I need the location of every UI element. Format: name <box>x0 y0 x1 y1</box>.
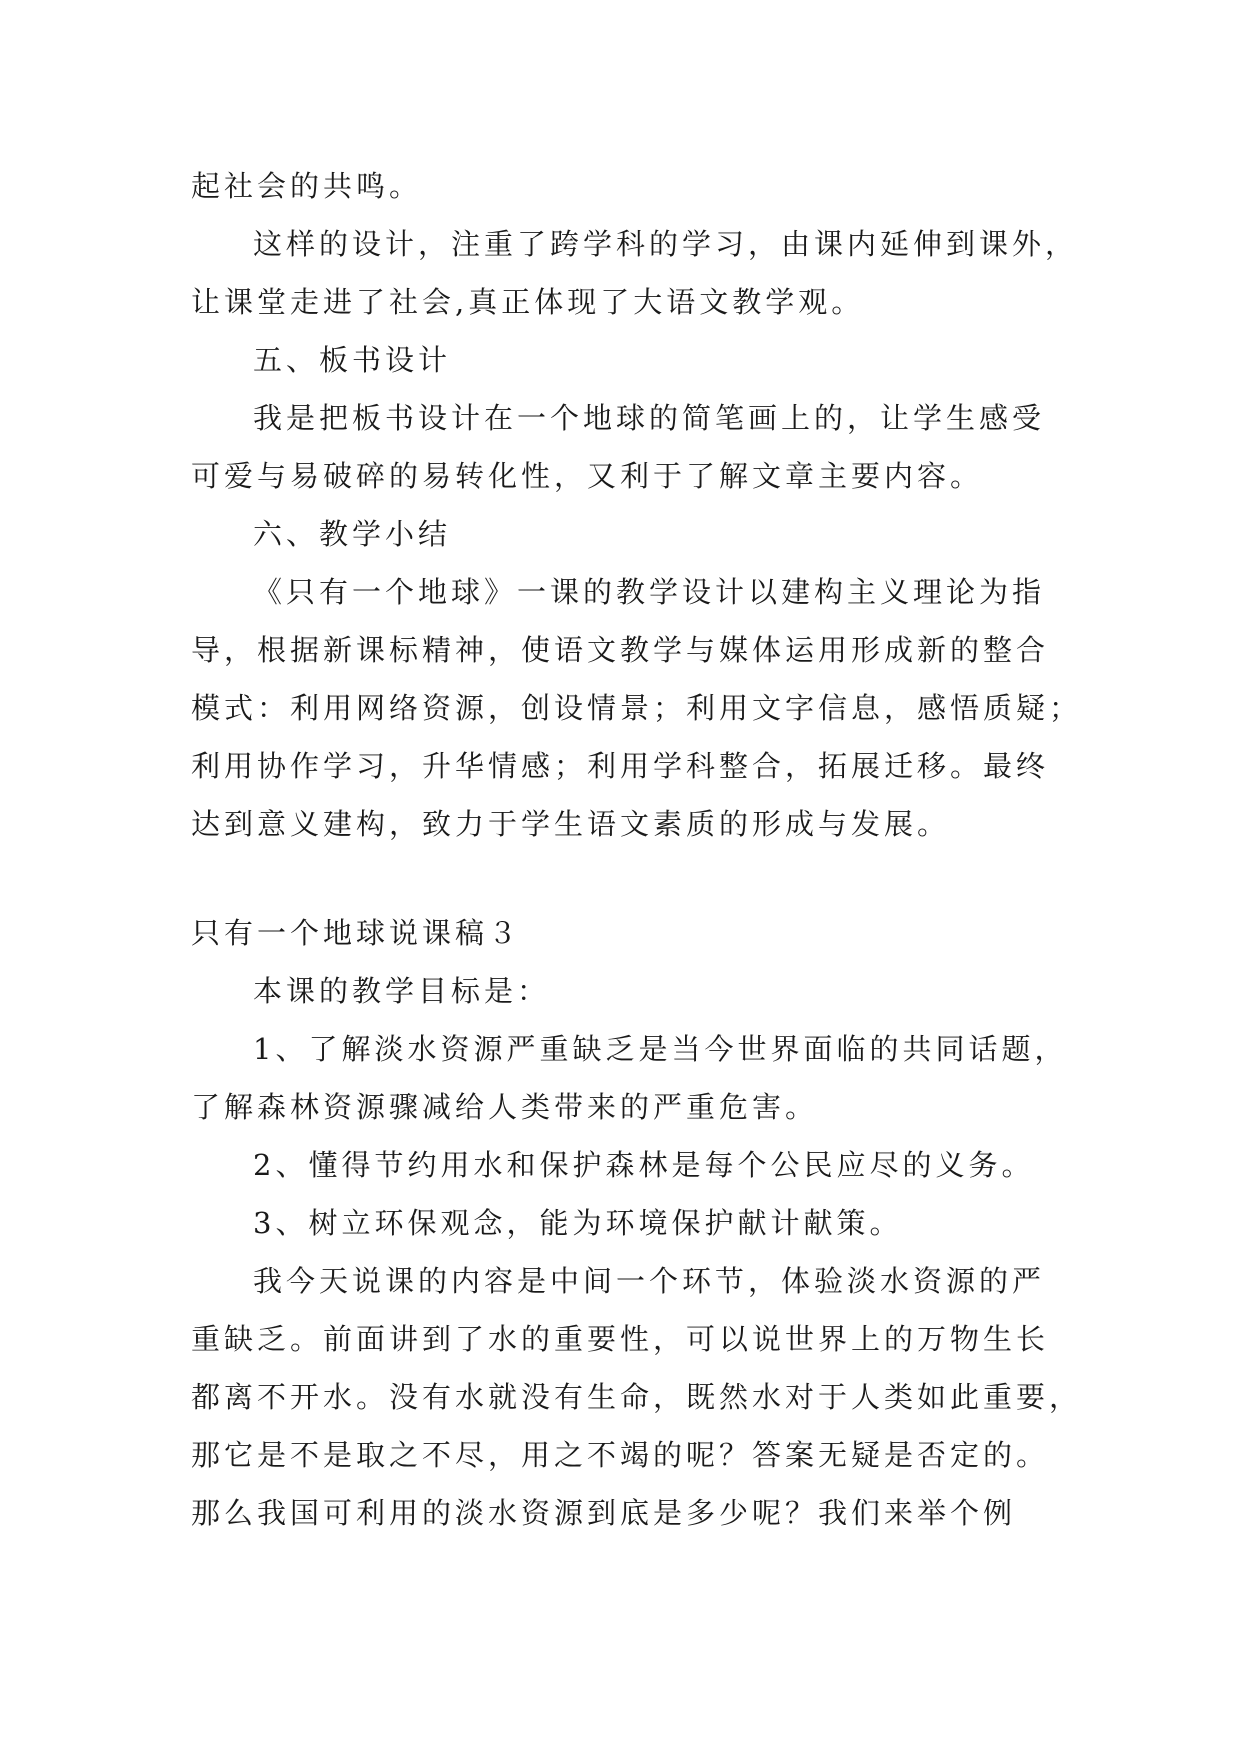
text-line: 利用协作学习，升华情感；利用学科整合，拓展迁移。最终 <box>191 749 1050 783</box>
section-heading: 五、板书设计 <box>253 343 452 377</box>
text-line: 导，根据新课标精神，使语文教学与媒体运用形成新的整合 <box>191 633 1050 667</box>
text-line: 那它是不是取之不尽，用之不竭的呢？答案无疑是否定的。 <box>191 1438 1050 1472</box>
section-heading: 六、教学小结 <box>253 517 452 551</box>
text-line: 《只有一个地球》一课的教学设计以建构主义理论为指 <box>253 575 1046 609</box>
text-line: 这样的设计，注重了跨学科的学习，由课内延伸到课外， <box>253 227 1079 261</box>
text-line: 我是把板书设计在一个地球的简笔画上的，让学生感受 <box>253 401 1046 435</box>
text-line: 达到意义建构，致力于学生语文素质的形成与发展。 <box>191 807 951 841</box>
document-title: 只有一个地球说课稿３ <box>191 916 522 950</box>
text-line: 让课堂走进了社会,真正体现了大语文教学观。 <box>191 285 865 319</box>
text-line: 3、树立环保观念，能为环境保护献计献策。 <box>253 1206 903 1240</box>
text-line: 可爱与易破碎的易转化性，又利于了解文章主要内容。 <box>191 459 984 493</box>
text-line: 1、了解淡水资源严重缺乏是当今世界面临的共同话题， <box>253 1032 1068 1066</box>
text-line: 都离不开水。没有水就没有生命，既然水对于人类如此重要， <box>191 1380 1083 1414</box>
text-line: 本课的教学目标是： <box>253 974 551 1008</box>
text-line: 重缺乏。前面讲到了水的重要性，可以说世界上的万物生长 <box>191 1322 1050 1356</box>
text-line: 那么我国可利用的淡水资源到底是多少呢？我们来举个例 <box>191 1496 1017 1530</box>
text-line: 了解森林资源骤减给人类带来的严重危害。 <box>191 1090 819 1124</box>
text-line: 模式：利用网络资源，创设情景；利用文字信息，感悟质疑； <box>191 691 1083 725</box>
text-line: 起社会的共鸣。 <box>191 169 423 203</box>
text-line: 2、懂得节约用水和保护森林是每个公民应尽的义务。 <box>253 1148 1035 1182</box>
text-line: 我今天说课的内容是中间一个环节，体验淡水资源的严 <box>253 1264 1046 1298</box>
